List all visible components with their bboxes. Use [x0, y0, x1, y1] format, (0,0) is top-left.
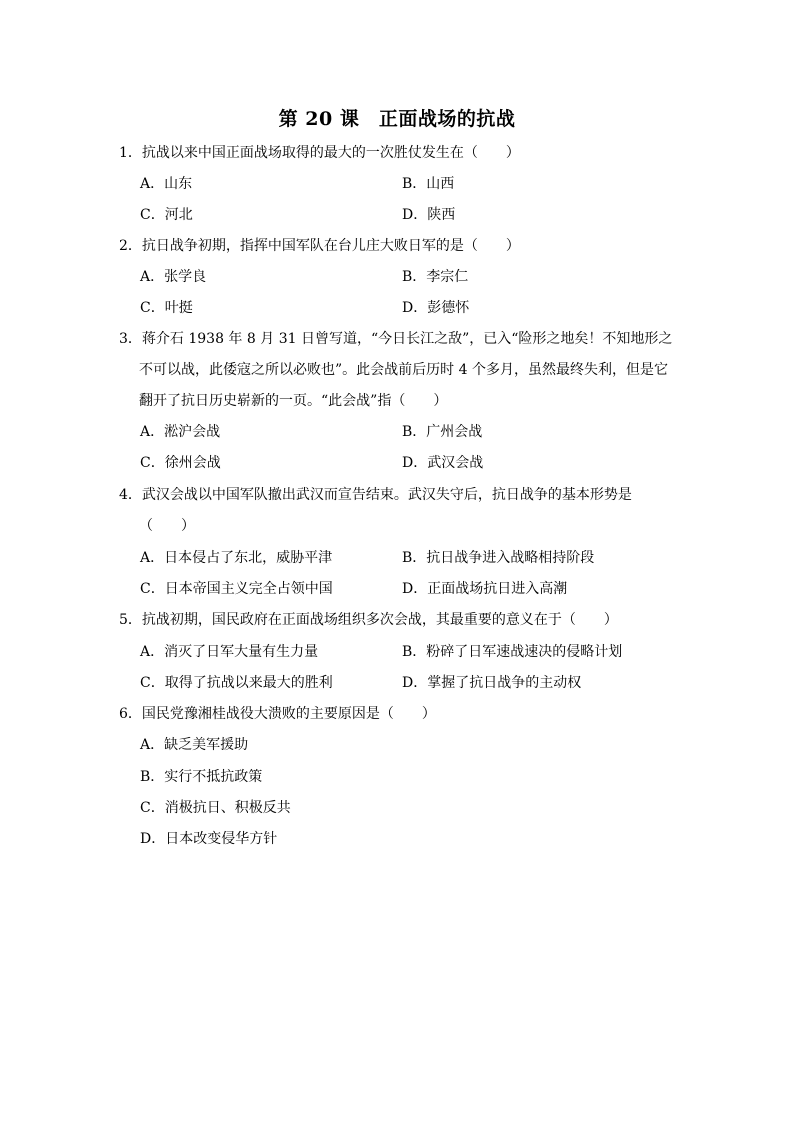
- question-3-option-c: C．徐州会战: [140, 455, 221, 471]
- question-5-option-a: A．消灭了日军大量有生力量: [140, 644, 319, 660]
- question-4-stem-line-1: 4．武汉会战以中国军队撤出武汉而宣告结束。武汉失守后，抗日战争的基本形势是: [119, 487, 632, 503]
- question-3-stem-line-1: 3．蒋介石 1938 年 8 月 31 日曾写道，“今日长江之敌”，已入“险形之地矣！不知地形之: [119, 331, 673, 347]
- question-4-option-b: B．抗日战争进入战略相持阶段: [402, 550, 595, 566]
- question-6-option-c: C．消极抗日、积极反共: [140, 800, 291, 816]
- question-2: [119, 231, 679, 262]
- question-1-stem: 1．抗战以来中国正面战场取得的最大的一次胜仗发生在（ ）: [119, 145, 520, 161]
- question-1-option-c: C．河北: [140, 207, 193, 223]
- question-4-option-c: C．日本帝国主义完全占领中国: [140, 581, 333, 597]
- question-2-option-b: B．李宗仁: [402, 269, 469, 285]
- question-6-stem: 6．国民党豫湘桂战役大溃败的主要原因是（ ）: [119, 706, 436, 722]
- question-3: [119, 324, 679, 417]
- question-1-option-a: A．山东: [140, 176, 193, 192]
- question-5-stem: 5．抗战初期，国民政府在正面战场组织多次会战，其最重要的意义在于（ ）: [119, 612, 618, 628]
- question-4-stem-line-2: （ ）: [139, 518, 195, 534]
- question-5: [119, 605, 679, 636]
- question-2-stem: 2．抗日战争初期，指挥中国军队在台儿庄大败日军的是（ ）: [119, 238, 520, 254]
- question-6-option-d: D．日本改变侵华方针: [140, 831, 278, 847]
- question-3-option-d: D．武汉会战: [402, 455, 484, 471]
- question-5-option-c: C．取得了抗战以来最大的胜利: [140, 675, 333, 691]
- question-5-option-b: B．粉碎了日军速战速决的侵略计划: [402, 644, 623, 660]
- question-3-stem-line-2: 不可以战，此倭寇之所以必败也”。此会战前后历时 4 个多月，虽然最终失利，但是它: [139, 362, 668, 378]
- question-2-option-a: A．张学良: [140, 269, 207, 285]
- question-2-option-d: D．彭德怀: [402, 300, 470, 316]
- question-4-option-d: D．正面战场抗日进入高潮: [402, 581, 568, 597]
- question-6-option-a: A．缺乏美军援助: [140, 737, 249, 753]
- page-title: 第 20 课 正面战场的抗战: [278, 108, 516, 130]
- question-3-option-b: B．广州会战: [402, 424, 483, 440]
- question-1-option-b: B．山西: [402, 176, 455, 192]
- question-4-option-a: A．日本侵占了东北，威胁平津: [140, 550, 333, 566]
- question-6-option-b: B．实行不抵抗政策: [140, 769, 263, 785]
- question-1-option-d: D．陕西: [402, 207, 456, 223]
- question-6: [119, 699, 679, 730]
- question-1: [119, 138, 679, 169]
- question-4: [119, 480, 679, 542]
- question-3-stem-line-3: 翻开了抗日历史崭新的一页。“此会战”指（ ）: [139, 393, 448, 409]
- question-5-option-d: D．掌握了抗日战争的主动权: [402, 675, 582, 691]
- question-2-option-c: C．叶挺: [140, 300, 193, 316]
- question-3-option-a: A．淞沪会战: [140, 424, 221, 440]
